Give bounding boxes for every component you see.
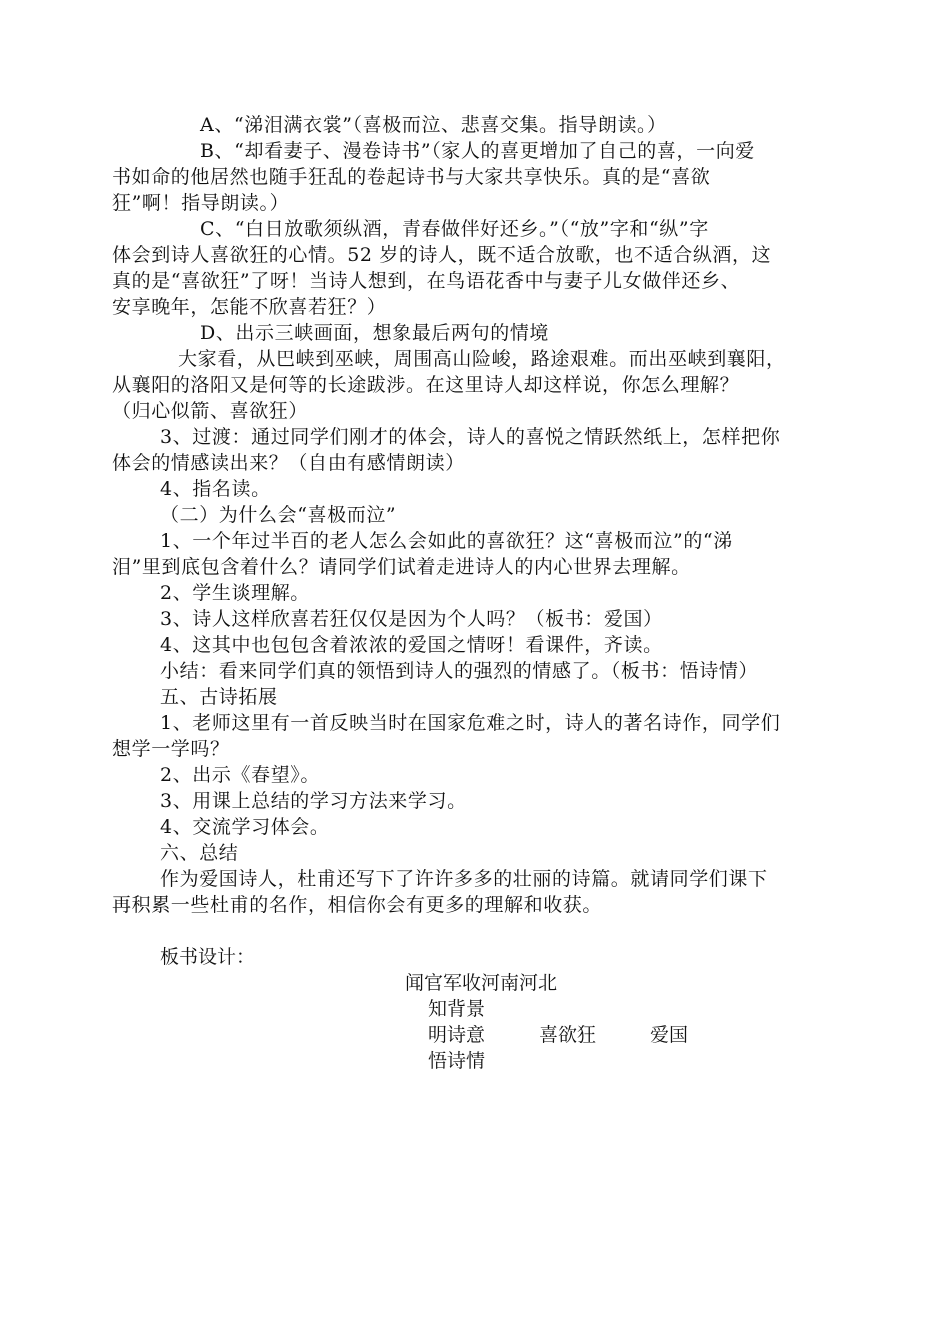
text-line: 真的是“喜欲狂”了呀！当诗人想到，在鸟语花香中与妻子儿女做伴还乡、 — [112, 270, 741, 292]
text-line: 安享晚年，怎能不欣喜若狂？） — [112, 296, 387, 318]
text-line: 3、过渡：通过同学们刚才的体会，诗人的喜悦之情跃然纸上，怎样把你 — [160, 426, 781, 448]
text-line: 想学一学吗？ — [112, 738, 230, 760]
text-line: B、“却看妻子、漫卷诗书”（家人的喜更增加了自己的喜，一向爱 — [200, 140, 755, 162]
text-line: 2、出示《春望》。 — [160, 764, 320, 786]
board-item-background: 知背景 — [428, 998, 486, 1020]
text-line: 1、老师这里有一首反映当时在国家危难之时，诗人的著名诗作，同学们 — [160, 712, 781, 734]
text-line: 2、学生谈理解。 — [160, 582, 310, 604]
text-line: C、“白日放歌须纵酒，青春做伴好还乡。”（“放”字和“纵”字 — [200, 218, 709, 240]
text-line: 六、总结 — [160, 842, 239, 864]
text-line: 五、古诗拓展 — [160, 686, 278, 708]
text-line: 作为爱国诗人，杜甫还写下了许许多多的壮丽的诗篇。就请同学们课下 — [160, 868, 768, 890]
board-title: 闻官军收河南河北 — [405, 972, 558, 994]
text-line: 4、这其中也包包含着浓浓的爱国之情呀！看课件，齐读。 — [160, 634, 663, 656]
board-item-patriotism: 爱国 — [650, 1024, 689, 1046]
text-line: D、出示三峡画面，想象最后两句的情境 — [200, 322, 550, 344]
text-line: 1、一个年过半百的老人怎么会如此的喜欲狂？这“喜极而泣”的“涕 — [160, 530, 733, 552]
board-item-emotion: 悟诗情 — [428, 1050, 486, 1072]
board-item-joy: 喜欲狂 — [539, 1024, 597, 1046]
text-line: （归心似箭、喜欲狂） — [112, 400, 309, 422]
text-line: A、“涕泪满衣裳”（喜极而泣、悲喜交集。指导朗读。） — [200, 114, 667, 136]
text-line: 体会的情感读出来？（自由有感情朗读） — [112, 452, 465, 474]
board-item-meaning: 明诗意 — [428, 1024, 486, 1046]
text-line: 3、用课上总结的学习方法来学习。 — [160, 790, 467, 812]
text-line: 3、诗人这样欣喜若狂仅仅是因为个人吗？（板书：爱国） — [160, 608, 663, 630]
text-line: （二）为什么会“喜极而泣” — [160, 504, 397, 526]
text-line: 小结：看来同学们真的领悟到诗人的强烈的情感了。（板书：悟诗情） — [160, 660, 759, 682]
text-line: 狂”啊！指导朗读。） — [112, 192, 290, 214]
text-line: 从襄阳的洛阳又是何等的长途跋涉。在这里诗人却这样说，你怎么理解？ — [112, 374, 740, 396]
text-line: 4、指名读。 — [160, 478, 271, 500]
text-line: 体会到诗人喜欲狂的心情。52 岁的诗人，既不适合放歌，也不适合纵酒，这 — [112, 244, 772, 266]
board-heading: 板书设计： — [160, 946, 256, 968]
text-line: 大家看，从巴峡到巫峡，周围高山险峻，路途艰难。而出巫峡到襄阳， — [178, 348, 786, 370]
text-line: 再积累一些杜甫的名作，相信你会有更多的理解和收获。 — [112, 894, 603, 916]
text-line: 4、交流学习体会。 — [160, 816, 330, 838]
text-line: 书如命的他居然也随手狂乱的卷起诗书与大家共享快乐。真的是“喜欲 — [112, 166, 711, 188]
text-line: 泪”里到底包含着什么？请同学们试着走进诗人的内心世界去理解。 — [112, 556, 691, 578]
